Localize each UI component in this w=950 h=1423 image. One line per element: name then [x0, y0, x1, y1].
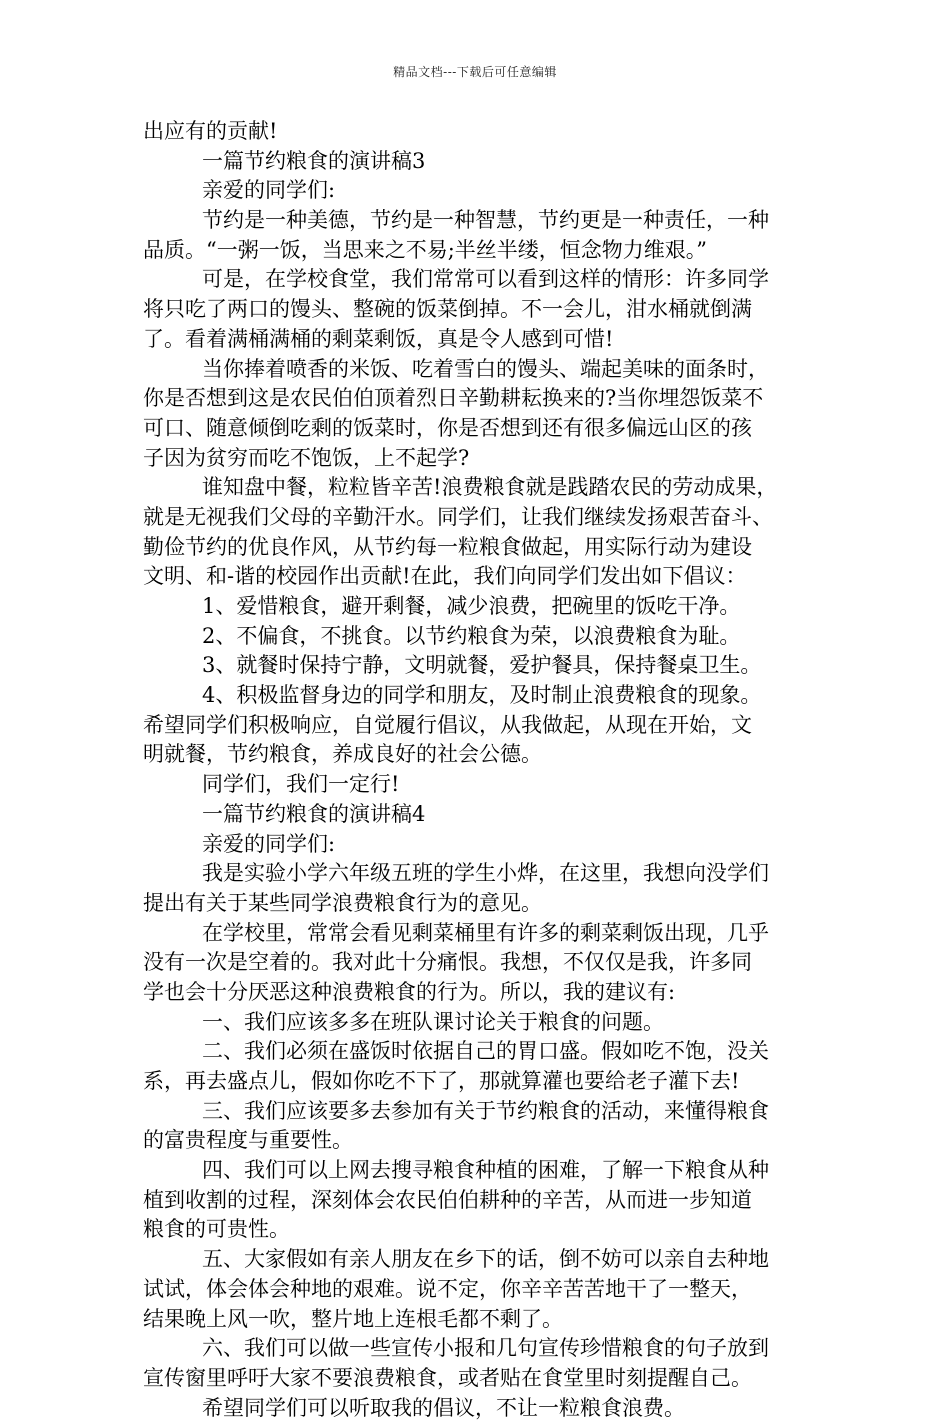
text-line: 希望同学们积极响应，自觉履行倡议，从我做起，从现在开始，文	[143, 712, 752, 737]
text-line: 三、我们应该要多去参加有关于节约粮食的活动，来懂得粮食	[202, 1098, 769, 1123]
text-line: 系，再去盛点儿，假如你吃不下了，那就算灌也要给老子灌下去!	[143, 1069, 740, 1093]
text-line: 植到收割的过程，深刻体会农民伯伯耕种的辛苦，从而进一步知道	[143, 1187, 752, 1212]
text-line: 亲爱的同学们:	[202, 178, 336, 203]
text-line: 可口、随意倾倒吃剩的饭菜时，你是否想到还有很多偏远山区的孩	[143, 415, 752, 440]
text-line: 粮食的可贵性。	[143, 1217, 290, 1242]
text-line: 二、我们必须在盛饭时依据自己的胃口盛。假如吃不饱，没关	[202, 1039, 769, 1064]
text-line: 没有一次是空着的。我对此十分痛恨。我想，不仅仅是我，许多同	[143, 950, 752, 975]
text-line: 结果晚上风一吹，整片地上连根毛都不剩了。	[143, 1306, 563, 1331]
text-line: 出应有的贡献!	[143, 119, 278, 143]
text-line: 同学们，我们一定行!	[202, 772, 400, 797]
text-line: 就是无视我们父母的辛勤汗水。同学们，让我们继续发扬艰苦奋斗、	[143, 504, 773, 529]
text-line: 2、不偏食，不挑食。以节约粮食为荣，以浪费粮食为耻。	[202, 623, 741, 648]
text-line: 将只吃了两口的馒头、整碗的饭菜倒掉。不一会儿，泔水桶就倒满	[143, 297, 752, 322]
text-line: 谁知盘中餐，粒粒皆辛苦!浪费粮食就是践踏农民的劳动成果，	[202, 475, 778, 500]
text-line: 你是否想到这是农民伯伯顶着烈日辛勤耕耘换来的?当你埋怨饭菜不	[143, 386, 764, 411]
text-line: 节约是一种美德，节约是一种智慧，节约更是一种责任，一种	[202, 208, 769, 233]
text-line: 我是实验小学六年级五班的学生小烨，在这里，我想向没学们	[202, 861, 769, 886]
text-line: 在学校里，常常会看见剩菜桶里有许多的剩菜剩饭出现，几乎	[202, 920, 769, 945]
text-line: 当你捧着喷香的米饭、吃着雪白的馒头、端起美味的面条时，	[202, 356, 769, 381]
text-line: 一、我们应该多多在班队课讨论关于粮食的问题。	[202, 1009, 664, 1034]
text-line: 六、我们可以做一些宣传小报和几句宣传珍惜粮食的句子放到	[202, 1336, 769, 1361]
text-line: 的富贵程度与重要性。	[143, 1128, 353, 1153]
text-line: 4、积极监督身边的同学和朋友，及时制止浪费粮食的现象。	[202, 683, 762, 708]
text-line: 学也会十分厌恶这种浪费粮食的行为。所以，我的建议有:	[143, 979, 676, 1004]
text-line: 五、大家假如有亲人朋友在乡下的话，倒不妨可以亲自去种地	[202, 1247, 769, 1272]
text-line: 宣传窗里呼吁大家不要浪费粮食，或者贴在食堂里时刻提醒自己。	[143, 1365, 752, 1390]
document-body	[143, 117, 837, 1423]
text-line: 可是，在学校食堂，我们常常可以看到这样的情形：许多同学	[202, 267, 769, 292]
text-line: 亲爱的同学们:	[202, 831, 336, 856]
text-line: 四、我们可以上网去搜寻粮食种植的困难，了解一下粮食从种	[202, 1158, 769, 1183]
text-line: 文明、和-谐的校园作出贡献!在此，我们向同学们发出如下倡议：	[143, 564, 747, 589]
text-line: 试试，体会体会种地的艰难。说不定，你辛辛苦苦地干了一整天，	[143, 1276, 752, 1301]
text-line: 1、爱惜粮食，避开剩餐，减少浪费，把碗里的饭吃干净。	[202, 594, 741, 618]
text-line: 希望同学们可以听取我的倡议，不让一粒粮食浪费。	[202, 1395, 685, 1420]
text-line: 勤俭节约的优良作风，从节约每一粒粮食做起，用实际行动为建设	[143, 534, 752, 559]
text-line: 一篇节约粮食的演讲稿4	[202, 801, 426, 826]
text-line: 3、就餐时保持宁静，文明就餐，爱护餐具，保持餐桌卫生。	[202, 653, 762, 678]
text-line: 品质。“一粥一饭，当思来之不易;半丝半缕，恒念物力维艰。”	[143, 237, 708, 262]
text-line: 了。看着满桶满桶的剩菜剩饭，真是令人感到可惜!	[143, 326, 614, 351]
text-line: 提出有关于某些同学浪费粮食行为的意见。	[143, 890, 542, 915]
page-header: 精品文档---下载后可任意编辑	[393, 65, 557, 79]
text-line: 子因为贫穷而吃不饱饭，上不起学?	[143, 445, 470, 470]
text-line: 一篇节约粮食的演讲稿3	[202, 148, 426, 173]
text-line: 明就餐，节约粮食，养成良好的社会公德。	[143, 742, 542, 767]
